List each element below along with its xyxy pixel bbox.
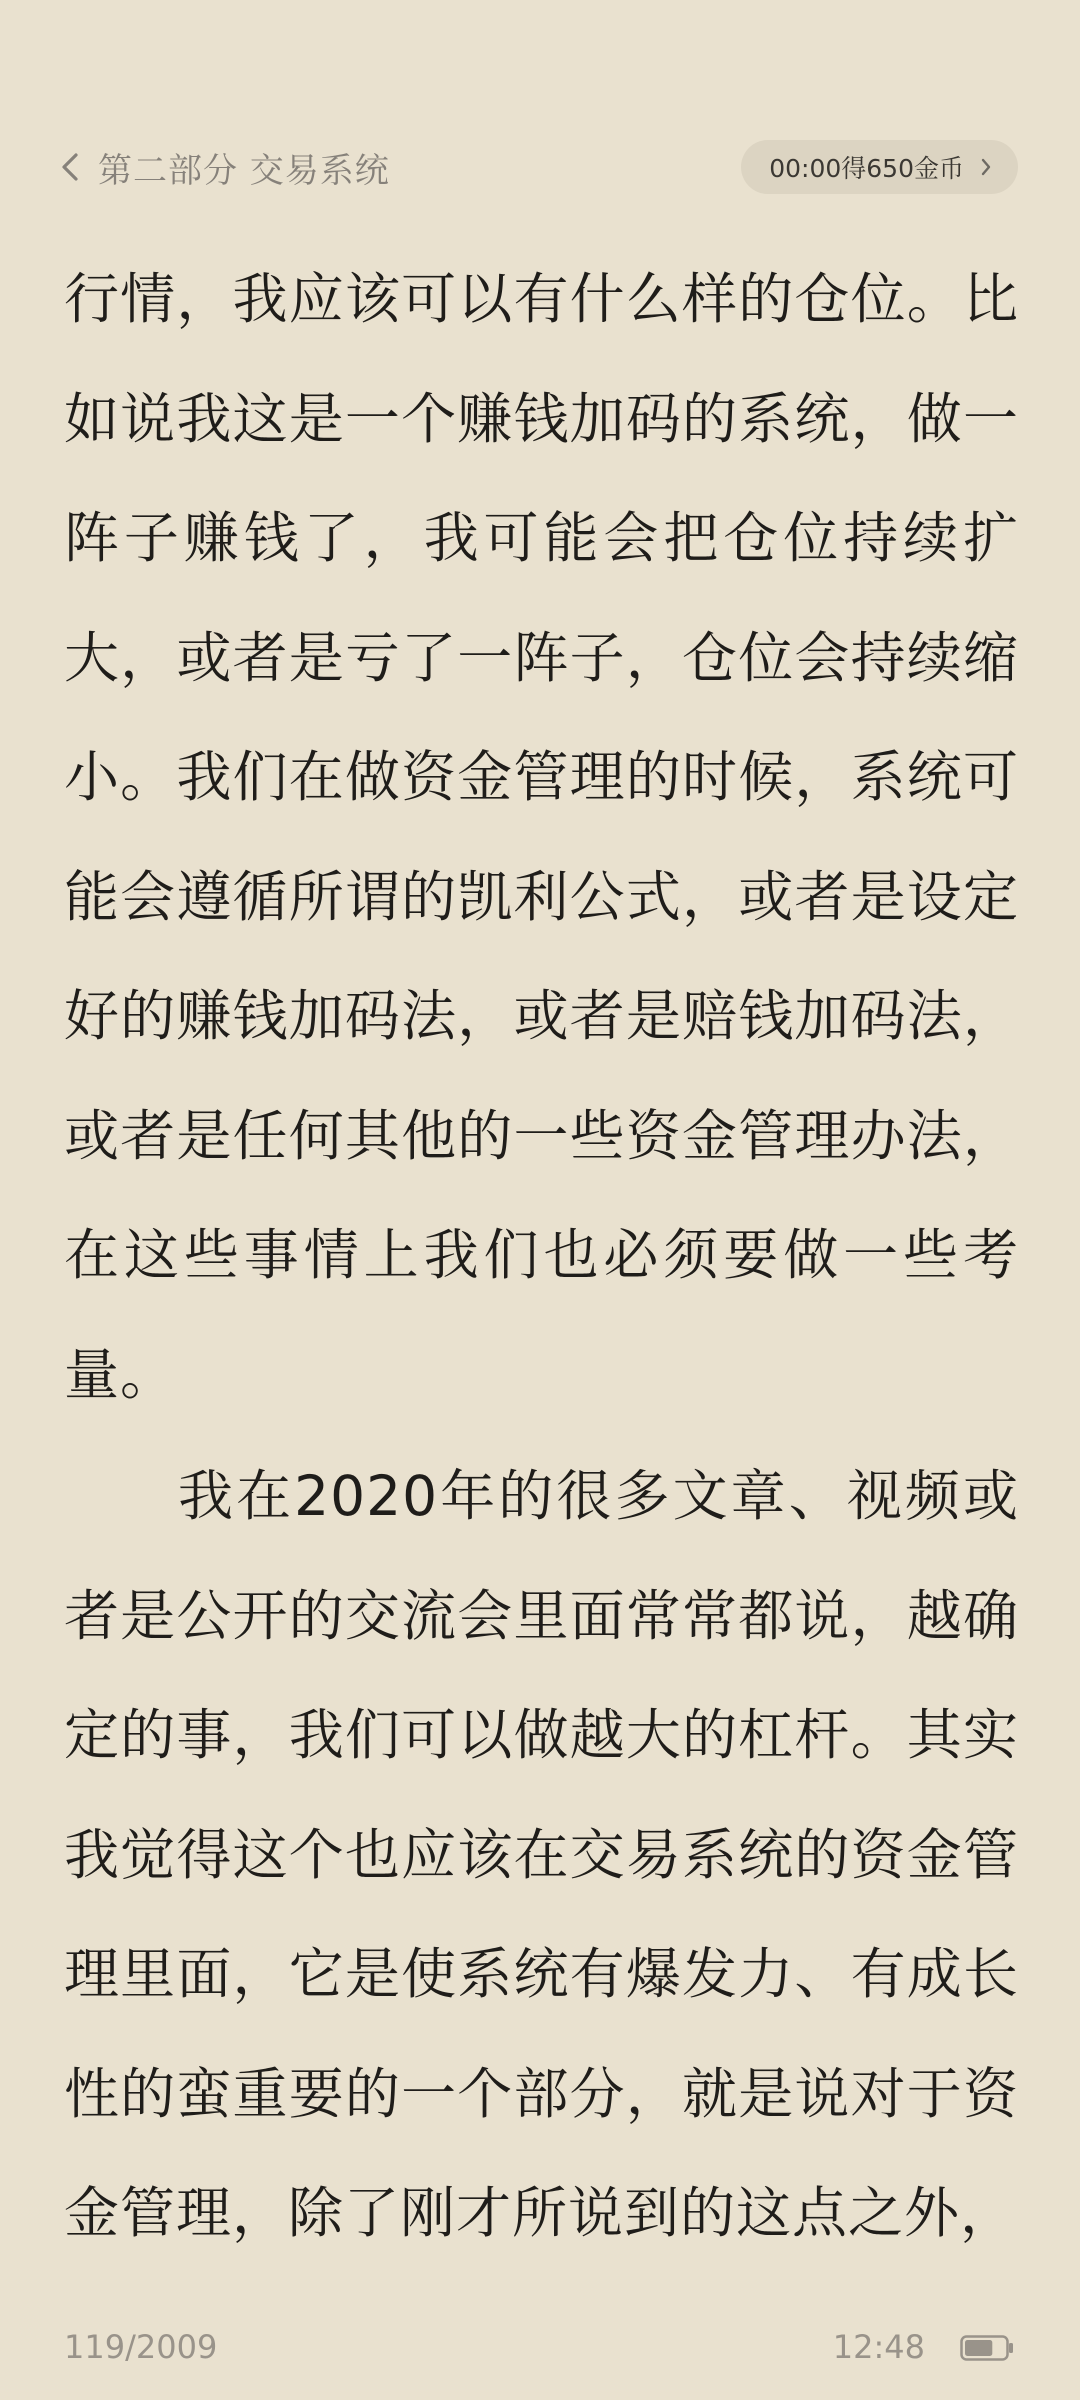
book-text[interactable]	[64, 240, 1019, 2274]
reader-header	[0, 132, 1080, 202]
clock: 12:48	[832, 2328, 925, 2366]
reader-footer	[0, 2322, 1080, 2372]
chevron-left-icon	[58, 150, 82, 184]
chevron-right-icon	[980, 157, 992, 177]
paragraph: 行情，我应该可以有什么样的仓位。比如说我这是一个赚钱加码的系统，做一阵子赚钱了，我可能会把仓位持续扩大，或者是亏了一阵子，仓位会持续缩小。我们在做资金管理的时候，系统可能会遵循所谓的凯利公式，或者是设定好的赚钱加码法，或者是赔钱加码法，或者是任何其他的一些资金管理办法，在这些事情上我们也必须要做一些考量。	[64, 267, 1019, 1407]
paragraph: 我在2020年的很多文章、视频或者是公开的交流会里面常常都说，越确定的事，我们可以做越大的杠杆。其实我觉得这个也应该在交易系统的资金管理里面，它是使系统有爆发力、有成长性的蛮重要的一个部分，就是说对于资金管理，除了刚才所说到的这点之外，	[64, 1464, 1019, 2245]
battery-icon	[960, 2335, 1014, 2361]
reading-reward-button[interactable]	[741, 140, 1018, 194]
page-progress: 119/2009	[64, 2328, 218, 2366]
chapter-title: 第二部分 交易系统	[98, 150, 390, 191]
reading-reward-label: 00:00得650金币	[769, 154, 964, 183]
back-button[interactable]	[58, 132, 390, 202]
battery-level	[965, 2340, 992, 2356]
